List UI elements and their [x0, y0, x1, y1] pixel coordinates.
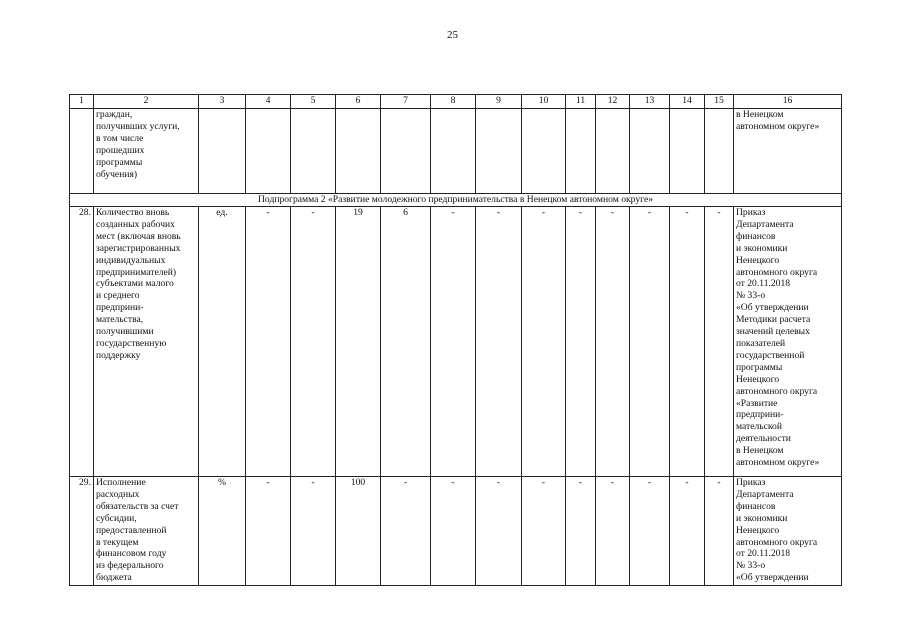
table-cell	[431, 109, 476, 194]
table-cell	[522, 109, 566, 194]
table-cell: -	[476, 477, 522, 586]
table-cell	[381, 109, 431, 194]
table-cell: -	[431, 207, 476, 477]
table-cell	[630, 109, 670, 194]
table-cell	[246, 109, 291, 194]
table-cell	[199, 109, 246, 194]
table-cell: -	[476, 207, 522, 477]
column-header: 7	[381, 95, 431, 109]
column-header: 11	[566, 95, 596, 109]
table-cell	[705, 109, 734, 194]
table-cell: -	[246, 207, 291, 477]
table-cell: -	[705, 207, 734, 477]
table-cell: -	[291, 207, 336, 477]
table-cell	[476, 109, 522, 194]
table-cell: -	[596, 477, 630, 586]
column-number-row	[70, 95, 842, 109]
column-header: 10	[522, 95, 566, 109]
table-cell: -	[670, 207, 705, 477]
table-cell	[566, 109, 596, 194]
column-header: 5	[291, 95, 336, 109]
table-row	[70, 477, 842, 586]
table-cell: -	[596, 207, 630, 477]
table-cell	[291, 109, 336, 194]
table-cell: 19	[336, 207, 381, 477]
table-cell: -	[522, 207, 566, 477]
table-cell: -	[670, 477, 705, 586]
column-header: 15	[705, 95, 734, 109]
row-number	[70, 109, 94, 194]
table-cell: 6	[381, 207, 431, 477]
column-header: 9	[476, 95, 522, 109]
indicator-name: Исполнение расходных обязательств за счет субсидии, предоставленной в текущем финансовом году из федерального бюджета	[94, 477, 199, 586]
page-number: 25	[447, 29, 458, 41]
indicator-name: граждан, получивших услуги, в том числе прошедших программы обучения)	[94, 109, 199, 194]
subprogram-title: Подпрограмма 2 «Развитие молодежного предпринимательства в Ненецком автономном округе»	[70, 194, 842, 207]
table-cell	[336, 109, 381, 194]
table-cell: -	[630, 207, 670, 477]
source-document: Приказ Департамента финансов и экономики Ненецкого автономного округа от 20.11.2018 № 33-о «Об утверждении Методики расчета значений целевых показателей государственной программы Ненецкого автономного округа «Развитие предприни- мательской деятельности в Ненецком автономном округе»	[734, 207, 842, 477]
table-cell: -	[431, 477, 476, 586]
column-header: 8	[431, 95, 476, 109]
row-number: 28.	[70, 207, 94, 477]
source-document: в Ненецком автономном округе»	[734, 109, 842, 194]
column-header: 1	[70, 95, 94, 109]
column-header: 16	[734, 95, 842, 109]
table-cell	[596, 109, 630, 194]
source-document: Приказ Департамента финансов и экономики Ненецкого автономного округа от 20.11.2018 № 33-о «Об утверждении	[734, 477, 842, 586]
table-row	[70, 207, 842, 477]
column-header: 13	[630, 95, 670, 109]
row-number: 29.	[70, 477, 94, 586]
column-header: 12	[596, 95, 630, 109]
column-header: 2	[94, 95, 199, 109]
column-header: 3	[199, 95, 246, 109]
column-header: 4	[246, 95, 291, 109]
table-cell: 100	[336, 477, 381, 586]
table-cell: -	[566, 207, 596, 477]
table-cell: -	[705, 477, 734, 586]
table-cell: -	[522, 477, 566, 586]
table-cell: -	[381, 477, 431, 586]
table-row	[70, 109, 842, 194]
column-header: 14	[670, 95, 705, 109]
table-cell: -	[566, 477, 596, 586]
table-cell: -	[630, 477, 670, 586]
column-header: 6	[336, 95, 381, 109]
indicator-name: Количество вновь созданных рабочих мест (включая вновь зарегистрированных индивидуальных предпринимателей) субъектами малого и среднего предприни- мательства, получившими государственную поддержку	[94, 207, 199, 477]
subprogram-row	[70, 194, 842, 207]
indicators-table	[69, 94, 842, 586]
unit-cell: %	[199, 477, 246, 586]
table-cell: -	[291, 477, 336, 586]
table-cell: -	[246, 477, 291, 586]
table-cell	[670, 109, 705, 194]
unit-cell: ед.	[199, 207, 246, 477]
